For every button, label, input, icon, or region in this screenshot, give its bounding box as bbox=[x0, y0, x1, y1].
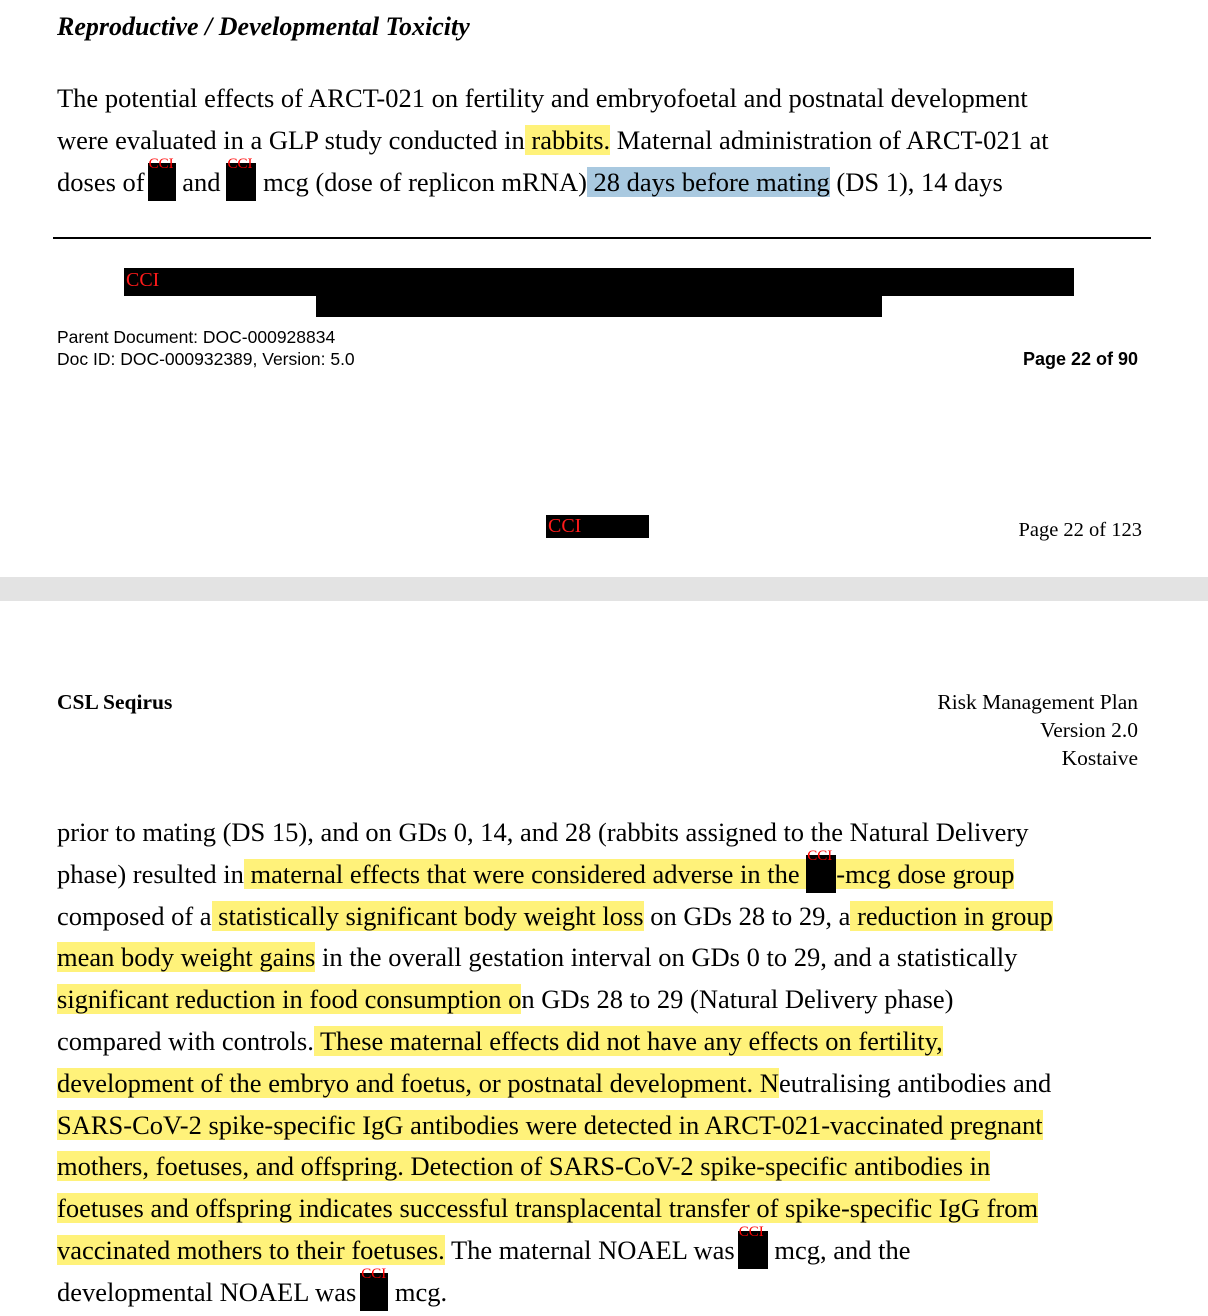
bottom-page bbox=[0, 601, 1208, 1316]
product-name: Kostaive bbox=[1061, 746, 1138, 770]
redaction-bar bbox=[124, 268, 1074, 296]
redaction-box: CCI bbox=[148, 163, 176, 201]
paragraph-line: phase) resulted in maternal effects that were considered adverse in the CCI -mcg dose group bbox=[57, 854, 1167, 896]
highlight-segment: mothers, foetuses, and offspring. bbox=[57, 1151, 404, 1182]
highlight-segment: SARS-CoV-2 spike-specific IgG antibodies were detected in ARCT-021-vaccinated pregnant bbox=[57, 1109, 1043, 1140]
highlight-segment: maternal effects that were considered adverse in the CCI -mcg dose group bbox=[244, 859, 1014, 889]
highlight-segment: statistically significant body weight loss bbox=[211, 900, 644, 931]
paragraph-line: prior to mating (DS 15), and on GDs 0, 14, and 28 (rabbits assigned to the Natural Delivery bbox=[57, 817, 1029, 847]
paragraph-line: The potential effects of ARCT-021 on fertility and embryofoetal and postnatal development bbox=[57, 83, 1028, 113]
redaction-label: CCI bbox=[126, 269, 160, 291]
bottom-paragraph bbox=[57, 812, 1167, 1314]
document-type: Risk Management Plan bbox=[937, 690, 1138, 714]
paragraph-line: vaccinated mothers to their foetuses. The maternal NOAEL was CCI mcg, and the bbox=[57, 1230, 1167, 1272]
top-page bbox=[0, 0, 1208, 577]
document-header bbox=[937, 688, 1138, 772]
redaction-box: CCI bbox=[738, 1231, 768, 1269]
highlight-28-days: 28 days before mating bbox=[586, 166, 830, 197]
redaction-box: CCI bbox=[806, 855, 836, 893]
document-version: Version 2.0 bbox=[1040, 718, 1138, 742]
highlight-segment: vaccinated mothers to their foetuses. bbox=[57, 1234, 445, 1265]
highlight-segment: foetuses and offspring indicates successful transplacental transfer of spike-specific IgG from bbox=[57, 1193, 1039, 1224]
highlight-segment: These maternal effects did not have any effects on fertility, bbox=[313, 1025, 943, 1056]
highlight-segment: reduction in group bbox=[850, 900, 1053, 931]
top-paragraph bbox=[57, 78, 1167, 203]
paragraph-line: mean body weight gains in the overall gestation interval on GDs 0 to 29, and a statistically bbox=[57, 942, 1018, 973]
paragraph-line: were evaluated in a GLP study conducted in rabbits. Maternal administration of ARCT-021 at bbox=[57, 124, 1049, 155]
redaction-box: CCI bbox=[226, 163, 256, 201]
paragraph-line bbox=[57, 1146, 1167, 1188]
highlight-rabbits: rabbits. bbox=[524, 124, 611, 155]
paragraph-line: compared with controls. These maternal effects did not have any effects on fertility, bbox=[57, 1025, 943, 1056]
section-heading: Reproductive / Developmental Toxicity bbox=[57, 12, 470, 41]
paragraph-line: composed of a statistically significant body weight loss on GDs 28 to 29, a reduction in group bbox=[57, 900, 1053, 931]
highlight-segment: development of the embryo and foetus, or postnatal development. N bbox=[57, 1067, 779, 1098]
page-number-outer: Page 22 of 123 bbox=[1018, 519, 1142, 541]
redaction-bar bbox=[316, 294, 882, 317]
paragraph-line: developmental NOAEL was CCI mcg. bbox=[57, 1272, 1167, 1314]
page-separator bbox=[0, 577, 1208, 601]
company-name: CSL Seqirus bbox=[57, 690, 173, 714]
redaction-box: CCI bbox=[360, 1273, 388, 1311]
paragraph-line bbox=[57, 1105, 1167, 1147]
doc-id: Doc ID: DOC-000932389, Version: 5.0 bbox=[57, 349, 355, 369]
footer-rule bbox=[53, 237, 1151, 239]
page-number-inner: Page 22 of 90 bbox=[1022, 349, 1138, 369]
paragraph-line: development of the embryo and foetus, or postnatal development. Neutralising antibodies and bbox=[57, 1067, 1052, 1098]
highlight-segment: significant reduction in food consumption o bbox=[57, 984, 522, 1015]
paragraph-line: doses of CCI and CCI mcg (dose of replicon mRNA) 28 days before mating (DS 1), 14 days bbox=[57, 162, 1167, 204]
parent-document: Parent Document: DOC-000928834 bbox=[57, 327, 336, 347]
redaction-label: CCI bbox=[548, 515, 582, 537]
paragraph-line bbox=[57, 1188, 1167, 1230]
paragraph-line: significant reduction in food consumption on GDs 28 to 29 (Natural Delivery phase) bbox=[57, 984, 954, 1015]
highlight-segment: Detection of SARS-CoV-2 spike-specific antibodies in bbox=[403, 1151, 991, 1182]
highlight-segment: mean body weight gains bbox=[57, 942, 316, 973]
